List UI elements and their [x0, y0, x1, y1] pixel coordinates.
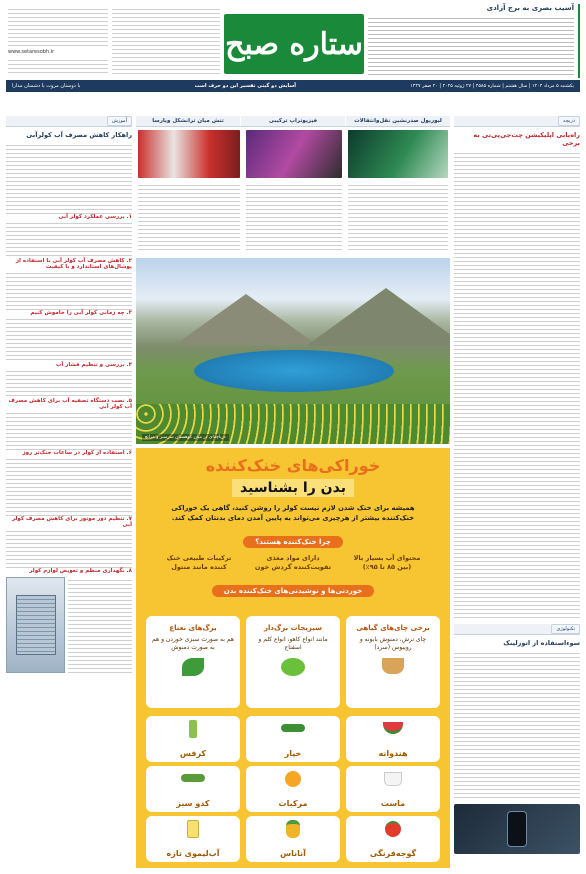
sport-photo-1	[348, 130, 448, 178]
group-2-title: سبزیجات برگ‌دار	[263, 624, 323, 632]
phone-icon	[507, 811, 527, 847]
mountain-shape-2	[306, 288, 450, 346]
cucumber-icon	[281, 724, 305, 732]
photo-caption: دریاچه‌ای در میان کوهستان سرسبز و مراتع	[142, 434, 229, 441]
ad-title-2: بدن را بشناسید	[232, 479, 354, 497]
header-info-left	[8, 6, 108, 74]
lake	[194, 350, 394, 392]
group-3-title: برخی چای‌های گیاهی	[356, 624, 430, 632]
top-headline: آسیب بصری به برج آزادی	[486, 4, 574, 12]
tea-icon	[382, 658, 404, 674]
right-column	[454, 116, 580, 866]
left-headline: راهکار کاهش مصرف آب کولرآبی	[26, 131, 132, 139]
reason-3: ترکیبات طبیعی خنک کننده مانند منتول	[166, 554, 232, 571]
food-card	[146, 766, 240, 812]
food-card	[346, 716, 440, 762]
food-label: آناناس	[280, 849, 306, 858]
amoozesh-section-tag: آموزش	[107, 116, 132, 126]
food-card	[246, 766, 340, 812]
website-link[interactable]: www.setaresobh.ir	[8, 49, 55, 55]
food-label: آب‌لیموی تازه	[166, 849, 220, 858]
sport-title-1: تنش میان ترانشکل ویارسا	[152, 118, 224, 124]
left-sub-3: ۳. چه زمانی کولر آبی را خاموش کنیم	[30, 310, 132, 316]
reason-2: دارای مواد مغذی تقویت‌کننده گردش خون	[254, 554, 332, 571]
ad-why: چرا خنک‌کننده هستند؟	[243, 536, 343, 548]
food-card	[346, 816, 440, 862]
group-card-1	[146, 616, 240, 708]
slogan: آسایش دو گیتی تفسیر این دو حرف است	[194, 83, 296, 89]
reason-1: محتوای آب بسیار بالا (بین ۸۵ تا ۹۵٪)	[353, 554, 421, 571]
reasons-row	[152, 554, 434, 572]
landscape-photo	[136, 258, 450, 444]
group-card-2	[246, 616, 340, 708]
left-sub-7: ۷. تنظیم دور موتور برای کاهش مصرف کولر آبی	[11, 516, 132, 528]
header-staff-list	[112, 6, 220, 74]
sport-title-2: فیزیوتراپ ترکیبی	[268, 118, 318, 124]
left-sub-1: ۱. بررسی عملکرد کولر آبی	[58, 214, 132, 220]
food-card	[146, 716, 240, 762]
masthead	[224, 14, 364, 74]
left-sub-8: ۸. نگهداری منظم و تعویض لوازم کولر	[29, 568, 132, 574]
top-news-box	[368, 4, 580, 78]
group-1-title: برگ‌های نعناع	[169, 624, 217, 632]
mint-icon	[182, 658, 204, 676]
dateline: یکشنبه ۵ مرداد ۱۴۰۴ | سال هشتم | شماره ۴۵۸۵ | ۲۷ ژوئیه ۲۰۲۵ | ۲۰ صفر ۱۴۴۷	[410, 83, 574, 89]
sports-header	[136, 116, 450, 127]
yogurt-icon	[384, 772, 402, 786]
watermelon-icon	[383, 722, 403, 734]
zucchini-icon	[181, 774, 205, 782]
group-3-text: چای ترش، دمنوش بابونه و رویبوس (سرد)	[359, 636, 427, 651]
ad-title-1: خوراکی‌های خنک‌کننده	[205, 456, 381, 475]
food-card	[246, 816, 340, 862]
food-grid	[146, 716, 440, 862]
group-2-text: مانند انواع کاهو، انواع کلم و اسفناج	[258, 636, 328, 651]
right-headline: راه‌یابی اپلیکیشن چت‌جی‌پی‌تی به برخی	[473, 131, 580, 147]
left-sub-4: ۴. بررسی و تنظیم فشار آب	[55, 362, 132, 368]
left-column	[6, 116, 132, 866]
left-sub-2: ۲. کاهش مصرف آب کولر آبی با استفاده از پوشال‌های استاندارد و با کیفیت	[15, 258, 132, 270]
tomato-icon	[385, 821, 401, 837]
celery-icon	[189, 720, 197, 738]
lettuce-icon	[281, 658, 305, 676]
sport-title-3: لیورپول صدرنشین نقل‌وانتقالات	[354, 118, 442, 124]
tech-phone-image	[454, 804, 580, 854]
cooler-image	[6, 577, 65, 673]
food-label: کدو سبز	[176, 799, 210, 808]
group-1-text: هم به صورت سبزی خوردن و هم به صورت دمنوش	[152, 636, 234, 651]
ad-intro: همیشه برای خنک شدن لازم نیست کولر را روشن کنید، گاهی یک خوراکی خنک‌کننده بیشتر از هرچیزی می‌تواند به پایین آمدن دمای بدنتان کمک کند.	[171, 504, 415, 522]
lemon-juice-icon	[187, 820, 199, 838]
food-label: مرکبات	[278, 799, 308, 808]
cooling-foods-ad	[136, 448, 450, 868]
date-bar	[6, 80, 580, 92]
masthead-title: ستاره صبح	[225, 26, 363, 62]
tech-headline: سوءاستفاده از اتوزلینک	[503, 639, 580, 647]
slogan-2: با دوستان مروت با دشمنان مدارا	[12, 83, 81, 89]
world-section-tag: دریچه	[558, 116, 580, 126]
food-card	[346, 766, 440, 812]
pineapple-icon	[286, 820, 300, 838]
food-label: ماست	[380, 799, 406, 808]
mountain-shape	[176, 294, 316, 344]
sport-photo-2	[246, 130, 342, 178]
ad-foods-title: خوردنی‌ها و نوشیدنی‌های خنک‌کننده بدن	[212, 585, 374, 597]
tech-section-tag: تکنولوژی	[551, 624, 580, 634]
citrus-icon	[285, 771, 301, 787]
food-card	[146, 816, 240, 862]
cooler-icon	[16, 595, 56, 655]
food-label: گوجه‌فرنگی	[369, 849, 417, 858]
food-label: کرفس	[179, 749, 207, 758]
left-sub-6: ۶. استفاده از کولر در ساعات خنک‌تر روز	[22, 450, 132, 456]
food-label: هندوانه	[378, 749, 408, 758]
sport-photo-3	[138, 130, 240, 178]
food-card	[246, 716, 340, 762]
left-sub-5: ۵. نصب دستگاه تصفیه آب برای کاهش مصرف آب کولر آبی	[8, 398, 132, 410]
food-label: خیار	[284, 749, 302, 758]
group-card-3	[346, 616, 440, 708]
